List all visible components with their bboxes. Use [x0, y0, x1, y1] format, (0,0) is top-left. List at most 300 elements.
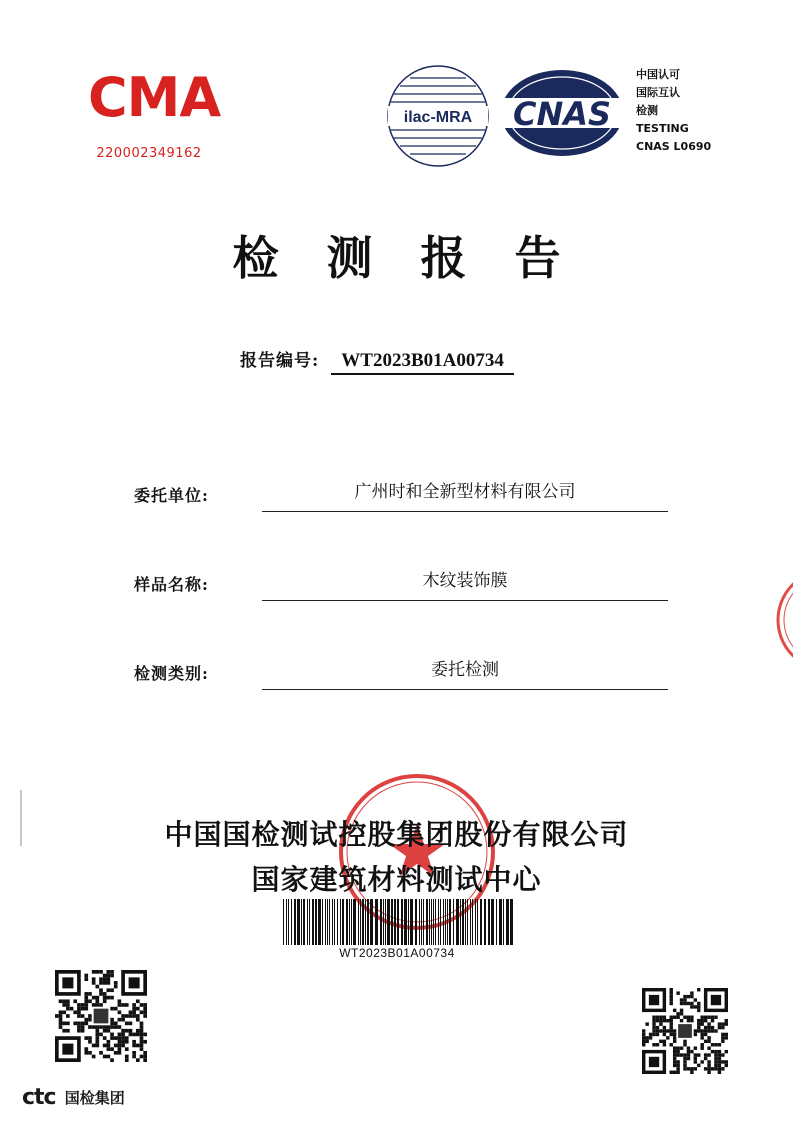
qr-module: [725, 1050, 728, 1053]
barcode-bar: [506, 899, 509, 945]
field-label: 样品名称:: [134, 575, 209, 594]
barcode-bar: [391, 899, 393, 945]
qr-module: [659, 1016, 662, 1019]
qr-module: [700, 1029, 703, 1032]
qr-module: [136, 1044, 140, 1048]
qr-module: [700, 1036, 703, 1039]
qr-module: [140, 1003, 144, 1007]
barcode-bar: [426, 899, 428, 945]
qr-module: [718, 1053, 721, 1056]
qr-module: [99, 1003, 103, 1007]
qr-module: [694, 1046, 697, 1049]
barcode-bar: [334, 899, 335, 945]
qr-module: [721, 1067, 724, 1070]
qr-module: [143, 1040, 147, 1044]
qr-module: [673, 1036, 676, 1039]
qr-module: [645, 1036, 648, 1039]
report-number-value: WT2023B01A00734: [331, 350, 514, 375]
qr-module: [676, 1053, 679, 1056]
qr-module: [656, 1029, 659, 1032]
qr-module: [694, 1005, 697, 1008]
qr-module: [140, 1022, 144, 1026]
qr-module: [62, 1003, 66, 1007]
qr-module: [114, 1025, 118, 1029]
barcode-bar: [362, 899, 364, 945]
qr-module: [721, 1040, 724, 1043]
qr-module: [103, 1029, 107, 1033]
qr-module: [645, 1022, 648, 1025]
qr-module: [694, 1053, 697, 1056]
qr-module: [121, 1018, 125, 1022]
qr-module: [645, 1040, 648, 1043]
qr-module: [121, 1003, 125, 1007]
footer-brand: [22, 1085, 125, 1111]
qr-module: [99, 988, 103, 992]
qr-module: [694, 1029, 697, 1032]
qr-module: [694, 1057, 697, 1060]
cma-logo-icon: [88, 66, 221, 138]
brand-name: 国检集团: [64, 1089, 125, 1107]
qr-module: [697, 1002, 700, 1005]
barcode-bar: [301, 899, 302, 945]
qr-module: [680, 1009, 683, 1012]
barcode-bar: [488, 899, 490, 945]
qr-module: [110, 1047, 114, 1051]
qr-module: [649, 1036, 652, 1039]
field-value: 广州时和全新型材料有限公司: [262, 477, 668, 512]
qr-module: [704, 1019, 707, 1022]
barcode-bar: [419, 899, 420, 945]
qr-module: [704, 1016, 707, 1019]
qr-module: [718, 1022, 721, 1025]
qr-module: [99, 992, 103, 996]
qr-module: [66, 1014, 70, 1018]
qr-module: [676, 1060, 679, 1063]
qr-module: [683, 1064, 686, 1067]
qr-module: [663, 1043, 666, 1046]
qr-module: [721, 1026, 724, 1029]
qr-module: [125, 1040, 129, 1044]
qr-module: [95, 1025, 99, 1029]
qr-module: [687, 1067, 690, 1070]
qr-module: [721, 1053, 724, 1056]
barcode-bar: [342, 899, 344, 945]
barcode-bar: [460, 899, 461, 945]
qr-module: [107, 1047, 111, 1051]
barcode-bar: [380, 899, 382, 945]
qr-module: [680, 1019, 683, 1022]
qr-module: [136, 1014, 140, 1018]
qr-module: [55, 1014, 59, 1018]
qr-module: [711, 1016, 714, 1019]
qr-module: [107, 981, 111, 985]
qr-module: [110, 996, 114, 1000]
qr-module: [103, 999, 107, 1003]
qr-module: [676, 1064, 679, 1067]
barcode-bar: [421, 899, 422, 945]
qr-module: [110, 974, 114, 978]
qr-module: [84, 992, 88, 996]
qr-module: [88, 1025, 92, 1029]
qr-module: [132, 1033, 136, 1037]
qr-module: [73, 999, 77, 1003]
qr-module: [690, 1016, 693, 1019]
qr-module: [62, 977, 73, 988]
qr-module: [673, 1033, 676, 1036]
qr-code-icon: [642, 988, 728, 1074]
report-number: [240, 346, 514, 375]
qr-module: [680, 1046, 683, 1049]
barcode-bar: [477, 899, 478, 945]
qr-module: [136, 999, 140, 1003]
qr-module: [143, 1055, 147, 1059]
barcode-bar: [453, 899, 454, 945]
barcode-bar: [370, 899, 373, 945]
qr-module: [103, 1055, 107, 1059]
barcode-bar: [312, 899, 314, 945]
qr-module: [59, 1025, 63, 1029]
barcode-bar: [447, 899, 448, 945]
qr-module: [673, 1053, 676, 1056]
qr-module: [670, 1043, 673, 1046]
qr-module: [143, 1058, 147, 1062]
qr-module: [118, 1025, 122, 1029]
qr-module: [77, 1022, 81, 1026]
qr-module: [121, 1036, 125, 1040]
qr-module: [129, 1033, 133, 1037]
field-value: 委托检测: [262, 655, 668, 690]
qr-module: [143, 1051, 147, 1055]
field-value: 木纹装饰膜: [262, 566, 668, 601]
qr-module: [670, 1016, 673, 1019]
qr-module: [95, 996, 99, 1000]
qr-module: [700, 1022, 703, 1025]
qr-module: [670, 1019, 673, 1022]
qr-module: [725, 1060, 728, 1063]
qr-module: [642, 1033, 645, 1036]
qr-module: [690, 1067, 693, 1070]
qr-module: [132, 1010, 136, 1014]
barcode-bar: [410, 899, 413, 945]
qr-module: [718, 1060, 721, 1063]
qr-module: [77, 1010, 81, 1014]
ilac-mra-logo: [386, 64, 490, 168]
qr-module: [129, 977, 140, 988]
barcode-bar: [360, 899, 361, 945]
qr-module: [678, 1024, 692, 1038]
qr-module: [136, 1018, 140, 1022]
qr-module: [140, 1044, 144, 1048]
qr-module: [77, 1029, 81, 1033]
qr-module: [683, 1053, 686, 1056]
qr-module: [94, 1009, 109, 1024]
qr-module: [114, 985, 118, 989]
qr-module: [687, 1053, 690, 1056]
qr-module: [132, 1051, 136, 1055]
qr-module: [92, 1055, 96, 1059]
qr-module: [125, 1022, 129, 1026]
qr-module: [725, 1019, 728, 1022]
barcode-bar: [449, 899, 451, 945]
qr-module: [118, 1010, 122, 1014]
qr-module: [140, 1033, 144, 1037]
qr-module: [721, 1060, 724, 1063]
qr-module: [707, 1053, 710, 1056]
qr-module: [683, 1060, 686, 1063]
qr-module: [110, 970, 114, 974]
qr-module: [88, 1014, 92, 1018]
qr-module: [103, 996, 107, 1000]
qr-module: [103, 1025, 107, 1029]
qr-module: [125, 1047, 129, 1051]
qr-module: [143, 1003, 147, 1007]
qr-module: [129, 1010, 133, 1014]
cnas-side-line: TESTING: [636, 122, 689, 135]
qr-module: [99, 1025, 103, 1029]
qr-module: [132, 1003, 136, 1007]
qr-module: [62, 1010, 66, 1014]
qr-module: [121, 1029, 125, 1033]
qr-module: [690, 991, 693, 994]
qr-module: [107, 1055, 111, 1059]
qr-module: [77, 1014, 81, 1018]
qr-module: [663, 1040, 666, 1043]
qr-module: [66, 1003, 70, 1007]
qr-module: [140, 1040, 144, 1044]
qr-module: [121, 1040, 125, 1044]
qr-module: [652, 1016, 655, 1019]
qr-module: [136, 1058, 140, 1062]
qr-module: [676, 1012, 679, 1015]
qr-module: [81, 1014, 85, 1018]
qr-module: [125, 1014, 129, 1018]
qr-module: [110, 1007, 114, 1011]
qr-module: [84, 1051, 88, 1055]
qr-module: [663, 1019, 666, 1022]
qr-module: [683, 1043, 686, 1046]
qr-module: [110, 988, 114, 992]
qr-module: [670, 1002, 673, 1005]
field-sample-name: [134, 565, 668, 601]
qr-module: [700, 1043, 703, 1046]
qr-module: [707, 1046, 710, 1049]
qr-module: [676, 1067, 679, 1070]
qr-module: [118, 1044, 122, 1048]
qr-module: [649, 1057, 659, 1067]
qr-module: [652, 1026, 655, 1029]
ctc-logo: ctc: [22, 1085, 56, 1110]
qr-module: [663, 1016, 666, 1019]
barcode-bar: [375, 899, 378, 945]
cma-logo-text: CMA: [88, 66, 221, 129]
qr-module: [700, 1019, 703, 1022]
qr-module: [77, 1007, 81, 1011]
qr-module: [118, 1033, 122, 1037]
barcode-bar: [440, 899, 441, 945]
qr-module: [114, 1007, 118, 1011]
qr-module: [103, 1036, 107, 1040]
barcode-bar: [445, 899, 446, 945]
qr-module: [84, 977, 88, 981]
qr-module: [694, 998, 697, 1001]
barcode-bar: [499, 899, 502, 945]
qr-module: [121, 1014, 125, 1018]
qr-module: [129, 1029, 133, 1033]
qr-module: [88, 1036, 92, 1040]
qr-module: [103, 1044, 107, 1048]
qr-module: [95, 1044, 99, 1048]
qr-module: [95, 1029, 99, 1033]
qr-module: [95, 985, 99, 989]
qr-module: [670, 998, 673, 1001]
qr-module: [81, 1007, 85, 1011]
qr-module: [666, 1019, 669, 1022]
qr-module: [81, 1025, 85, 1029]
qr-module: [649, 1033, 652, 1036]
qr-module: [652, 1022, 655, 1025]
qr-module: [694, 1033, 697, 1036]
qr-module: [700, 1016, 703, 1019]
qr-module: [118, 1003, 122, 1007]
barcode-bar: [367, 899, 369, 945]
field-label: 检测类别:: [134, 664, 209, 683]
qr-module: [656, 1026, 659, 1029]
qr-module: [114, 1036, 118, 1040]
qr-module: [697, 1009, 700, 1012]
qr-module: [687, 1016, 690, 1019]
barcode-bar: [438, 899, 439, 945]
qr-module: [659, 1022, 662, 1025]
barcode-bar: [337, 899, 338, 945]
qr-module: [84, 1018, 88, 1022]
qr-module: [59, 1022, 63, 1026]
qr-module: [707, 1064, 710, 1067]
qr-module: [659, 1029, 662, 1032]
qr-module: [687, 1019, 690, 1022]
barcode-bar: [385, 899, 386, 945]
qr-module: [690, 1005, 693, 1008]
qr-module: [721, 1033, 724, 1036]
qr-module: [697, 1053, 700, 1056]
qr-module: [680, 998, 683, 1001]
qr-module: [107, 970, 111, 974]
cma-logo: [88, 66, 221, 168]
qr-module: [110, 1022, 114, 1026]
barcode-bar: [429, 899, 430, 945]
qr-module: [649, 995, 659, 1005]
organization-name: 中国国检测试控股集团股份有限公司: [164, 818, 629, 851]
qr-module: [656, 1033, 659, 1036]
barcode-bar: [496, 899, 497, 945]
qr-module: [725, 1022, 728, 1025]
qr-module: [95, 970, 99, 974]
qr-module: [114, 981, 118, 985]
barcode-bar: [467, 899, 468, 945]
barcode-bar: [433, 899, 434, 945]
qr-module: [704, 1067, 707, 1070]
field-client: [134, 476, 668, 512]
qr-module: [707, 1022, 710, 1025]
qr-module: [59, 1010, 63, 1014]
cnas-logo-text: CNAS: [512, 95, 612, 133]
qr-module: [670, 988, 673, 991]
qr-module: [697, 1026, 700, 1029]
qr-module: [143, 1010, 147, 1014]
ilac-mra-logo-icon: [386, 64, 490, 168]
qr-module: [125, 1055, 129, 1059]
qr-module: [140, 1029, 144, 1033]
barcode-bar: [340, 899, 341, 945]
barcode-bar: [322, 899, 323, 945]
qr-module: [140, 1025, 144, 1029]
qr-module: [704, 1057, 707, 1060]
qr-module: [114, 1044, 118, 1048]
qr-module: [663, 1033, 666, 1036]
qr-module: [143, 1007, 147, 1011]
qr-module: [718, 1064, 721, 1067]
qr-module: [676, 1050, 679, 1053]
qr-module: [110, 1018, 114, 1022]
barcode-bar: [503, 899, 504, 945]
qr-module: [107, 996, 111, 1000]
qr-module: [62, 1022, 66, 1026]
barcode-bar: [325, 899, 326, 945]
qr-module: [714, 1029, 717, 1032]
qr-module: [140, 1055, 144, 1059]
qr-module: [81, 1003, 85, 1007]
field-label: 委托单位:: [134, 486, 209, 505]
cma-number: 220002349162: [96, 146, 202, 161]
qr-module: [700, 1060, 703, 1063]
qr-module: [725, 1036, 728, 1039]
qr-module: [84, 1003, 88, 1007]
qr-module: [140, 1010, 144, 1014]
qr-module: [714, 1064, 717, 1067]
qr-module: [714, 1057, 717, 1060]
qr-module: [707, 1026, 710, 1029]
barcode-bar: [465, 899, 466, 945]
qr-module: [103, 977, 107, 981]
qr-module: [656, 1043, 659, 1046]
qr-module: [99, 1051, 103, 1055]
qr-module: [84, 999, 88, 1003]
qr-module: [687, 995, 690, 998]
qr-module: [88, 999, 92, 1003]
barcode-bar: [383, 899, 384, 945]
qr-module: [718, 1026, 721, 1029]
qr-module: [114, 1022, 118, 1026]
barcode-bar: [365, 899, 366, 945]
qr-module: [110, 1025, 114, 1029]
barcode-bar: [303, 899, 305, 945]
qr-module: [725, 1033, 728, 1036]
qr-module: [642, 1040, 645, 1043]
qr-module: [642, 1029, 645, 1032]
qr-module: [683, 998, 686, 1001]
qr-module: [132, 1055, 136, 1059]
qr-module: [84, 1007, 88, 1011]
qr-module: [683, 1016, 686, 1019]
qr-module: [666, 1036, 669, 1039]
barcode-bar: [309, 899, 310, 945]
barcode-bar: [462, 899, 464, 945]
barcode-bar: [283, 899, 284, 945]
qr-module: [66, 999, 70, 1003]
qr-module: [129, 1022, 133, 1026]
qr-module: [711, 1026, 714, 1029]
qr-module: [725, 1064, 728, 1067]
qr-module: [714, 1053, 717, 1056]
